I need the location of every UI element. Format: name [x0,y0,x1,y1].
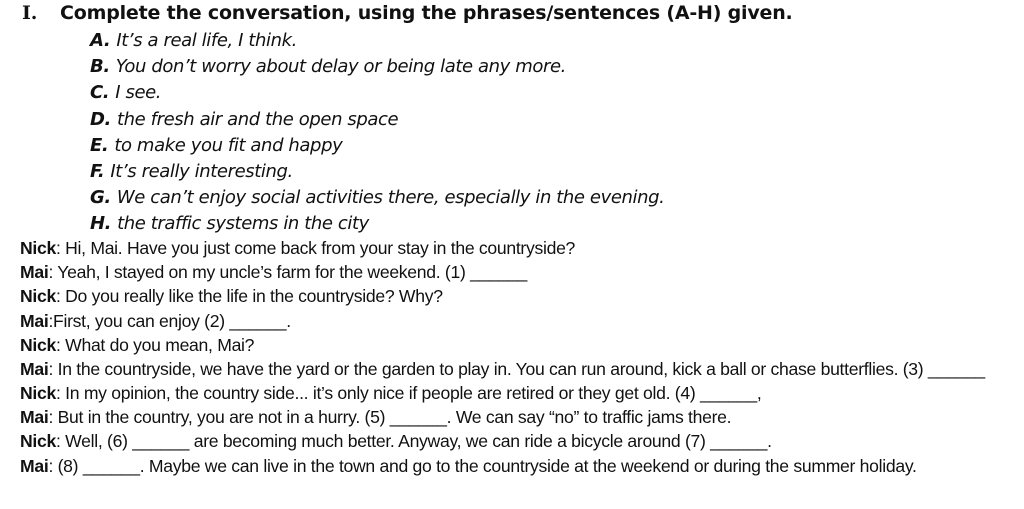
option-b [90,54,665,80]
option-letter: A. [90,30,111,51]
option-text: the fresh air and the open space [116,108,399,130]
option-letter: C. [90,82,110,104]
dialogue-text: First, you can enjoy (2) ______. [53,310,291,331]
dialogue-line [20,236,1020,260]
option-text: the traffic systems in the city [117,213,369,235]
dialogue-text: But in the country, you are not in a hurry. (5) ______. We can say “no” to traffic jams there. [57,407,732,428]
speaker-separator: : [48,310,54,331]
option-text: We can’t enjoy social activities there, especially in the evening. [116,187,665,209]
speaker-name: Mai [20,262,49,283]
dialogue-line [20,454,1020,478]
speaker-name: Nick [20,334,56,355]
option-text: You don’t worry about delay or being late any more. [115,56,566,78]
option-h [90,211,665,237]
option-text: I see. [115,82,162,104]
option-c [90,80,665,106]
option-letter: D. [90,108,111,130]
speaker-name: Mai [20,407,49,428]
option-letter: G. [90,187,111,209]
dialogue-text: Well, (6) ______ are becoming much better. Anyway, we can ride a bicycle around (7) ______. [65,431,772,452]
speaker-separator: : [48,262,58,283]
dialogue-line [20,284,1020,308]
exercise-instruction: Complete the conversation, using the phrases/sentences (A-H) given. [60,2,793,24]
speaker-name: Nick [20,238,56,258]
exercise-number: I. [22,2,38,24]
option-g [90,185,665,211]
speaker-separator: : [48,358,58,379]
option-text: It’s really interesting. [110,160,293,182]
dialogue-text: What do you mean, Mai? [65,334,255,355]
option-text: It’s a real life, I think. [116,30,297,51]
option-letter: E. [90,134,109,156]
option-a [90,28,665,54]
dialogue-line [20,357,1020,381]
option-f [90,159,665,185]
dialogue-line [20,381,1020,405]
speaker-name: Mai [20,358,49,379]
speaker-name: Mai [20,455,49,476]
speaker-separator: : [48,455,58,476]
dialogue-line [20,309,1020,333]
dialogue-text: In the countryside, we have the yard or the garden to play in. You can run around, kick a ball or chase butterflies. (3) ______ [57,358,985,379]
speaker-name: Nick [20,382,56,403]
speaker-separator: : [55,286,66,307]
speaker-separator: : [55,238,66,258]
option-letter: B. [90,56,110,78]
speaker-name: Nick [20,431,56,452]
speaker-separator: : [55,382,66,403]
option-d [90,107,665,133]
dialogue-line [20,429,1020,453]
dialogue-line [20,260,1020,284]
options-list [90,28,665,238]
dialogue-text: (8) ______. Maybe we can live in the town and go to the countryside at the weekend or during the summer holiday. [57,455,917,476]
dialogue-line [20,405,1020,429]
option-letter: H. [90,213,112,235]
speaker-separator: : [55,334,66,355]
option-text: to make you fit and happy [114,134,343,156]
speaker-name: Nick [20,286,56,307]
dialogue-line [20,333,1020,357]
exercise-heading [22,2,793,24]
option-letter: F. [90,160,105,182]
dialogue-text: In my opinion, the country side... it’s only nice if people are retired or they get old. (4) ______, [65,382,762,403]
dialogue-text: Hi, Mai. Have you just come back from your stay in the countryside? [65,238,576,258]
speaker-separator: : [55,431,66,452]
speaker-name: Mai [20,310,49,331]
speaker-separator: : [48,407,58,428]
dialogue-text: Yeah, I stayed on my uncle’s farm for the weekend. (1) ______ [57,262,528,283]
conversation [20,236,1020,478]
option-e [90,133,665,159]
dialogue-text: Do you really like the life in the countryside? Why? [65,286,443,307]
